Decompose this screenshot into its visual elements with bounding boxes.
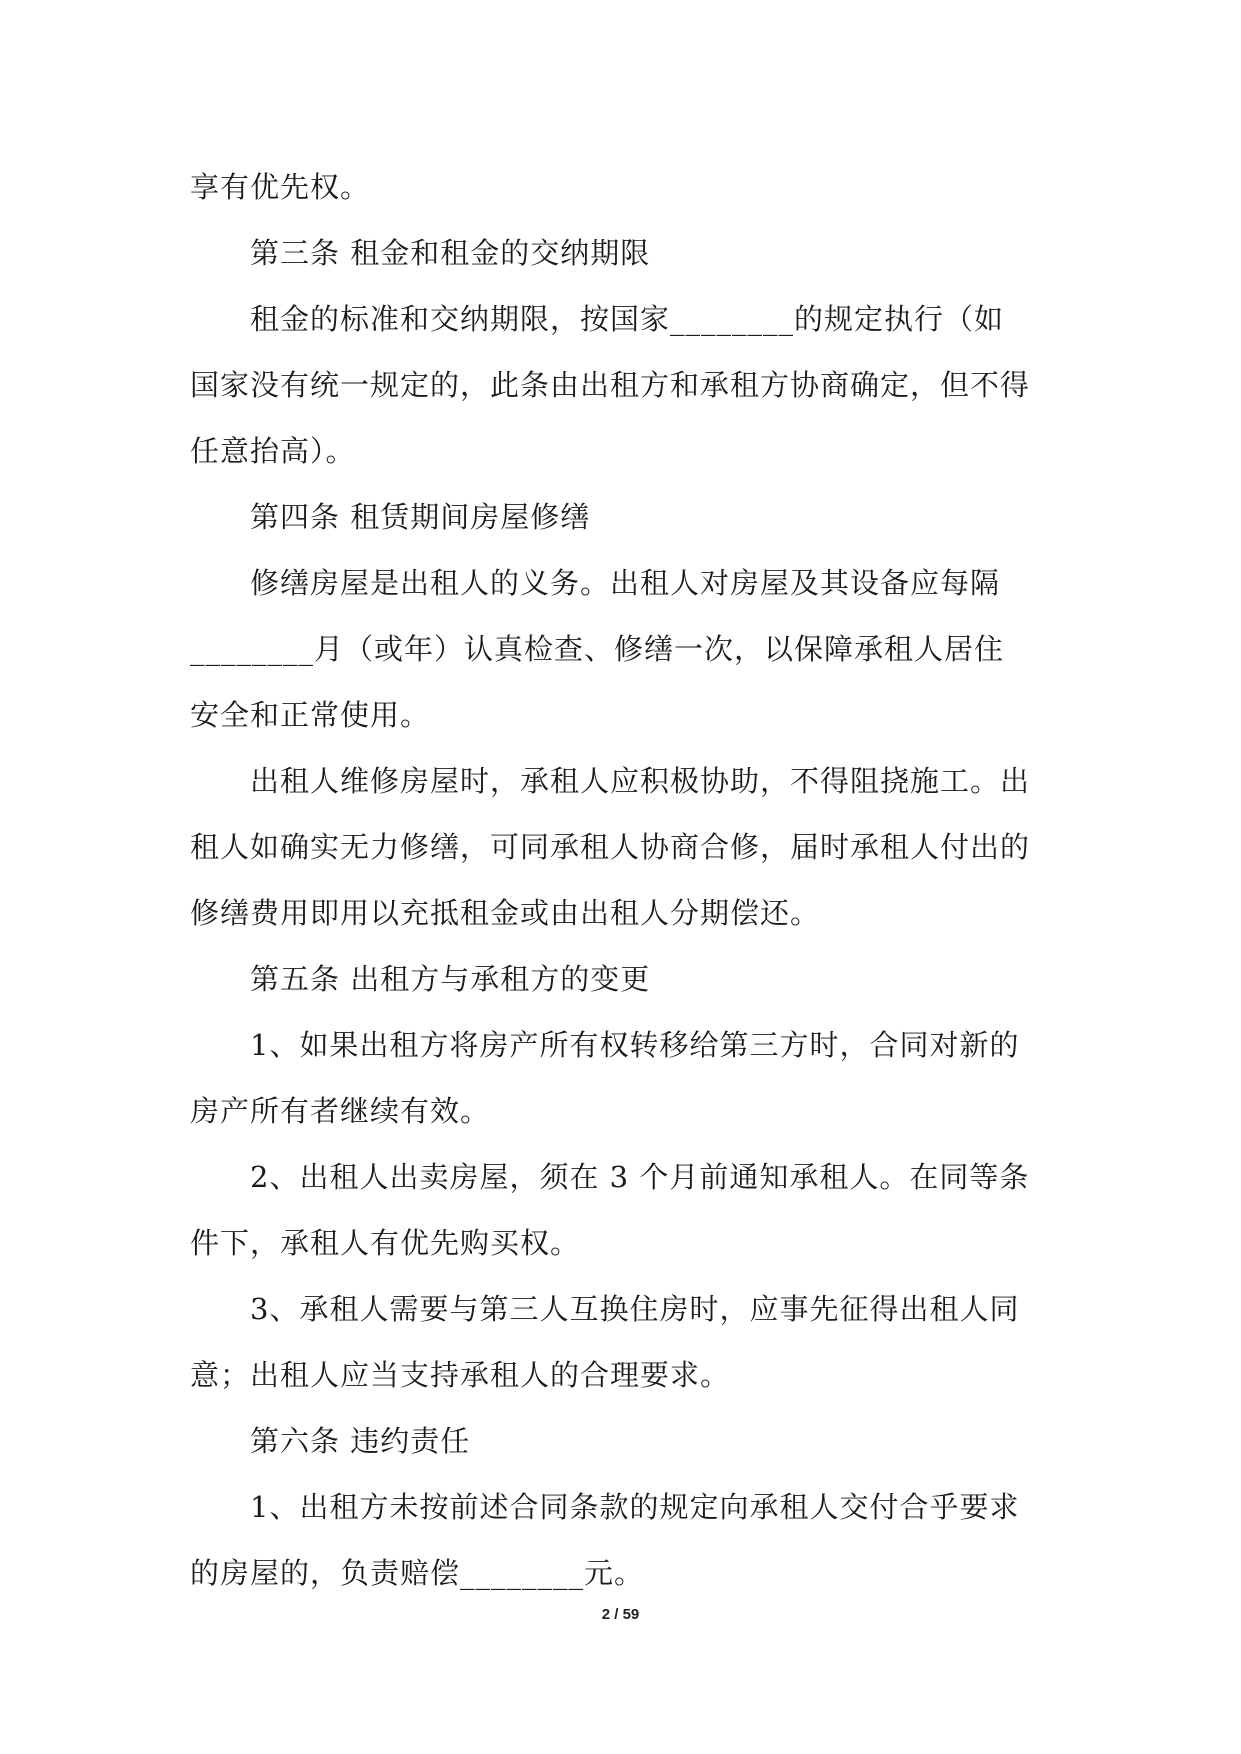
article-heading: 第三条 租金和租金的交纳期限 [250, 236, 651, 270]
body-line: 租人如确实无力修缮，可同承租人协商合修，届时承租人付出的 [190, 830, 1031, 864]
article-heading: 第四条 租赁期间房屋修缮 [250, 500, 591, 534]
paragraph-line: 租金的标准和交纳期限，按国家________的规定执行（如 [250, 302, 1005, 336]
body-line: 意；出租人应当支持承租人的合理要求。 [190, 1358, 731, 1392]
article-heading: 第五条 出租方与承租方的变更 [250, 962, 651, 996]
paragraph-line: 3、承租人需要与第三人互换住房时，应事先征得出租人同 [250, 1292, 1020, 1326]
article-heading: 第六条 违约责任 [250, 1424, 471, 1458]
body-line: 国家没有统一规定的，此条由出租方和承租方协商确定，但不得 [190, 368, 1031, 402]
body-line: 任意抬高）。 [190, 434, 356, 468]
document-body [190, 154, 1062, 1606]
paragraph-line: 出租人维修房屋时，承租人应积极协助，不得阻挠施工。出 [250, 764, 1031, 798]
body-line: 房产所有者继续有效。 [190, 1094, 491, 1128]
body-line: 的房屋的，负责赔偿________元。 [190, 1556, 645, 1590]
paragraph-line: 1、出租方未按前述合同条款的规定向承租人交付合乎要求 [250, 1490, 1020, 1524]
paragraph-line: 修缮房屋是出租人的义务。出租人对房屋及其设备应每隔 [250, 566, 1001, 600]
body-line: 件下，承租人有优先购买权。 [190, 1226, 581, 1260]
paragraph-line: 1、如果出租方将房产所有权转移给第三方时，合同对新的 [250, 1028, 1020, 1062]
body-line: 享有优先权。 [190, 170, 371, 204]
body-line: ________月（或年）认真检查、修缮一次，以保障承租人居住 [190, 632, 1005, 666]
body-line: 修缮费用即用以充抵租金或由出租人分期偿还。 [190, 896, 821, 930]
page-number: 2 / 59 [601, 1606, 640, 1623]
paragraph-line: 2、出租人出卖房屋，须在 3 个月前通知承租人。在同等条 [250, 1160, 1030, 1194]
body-line: 安全和正常使用。 [190, 698, 431, 732]
